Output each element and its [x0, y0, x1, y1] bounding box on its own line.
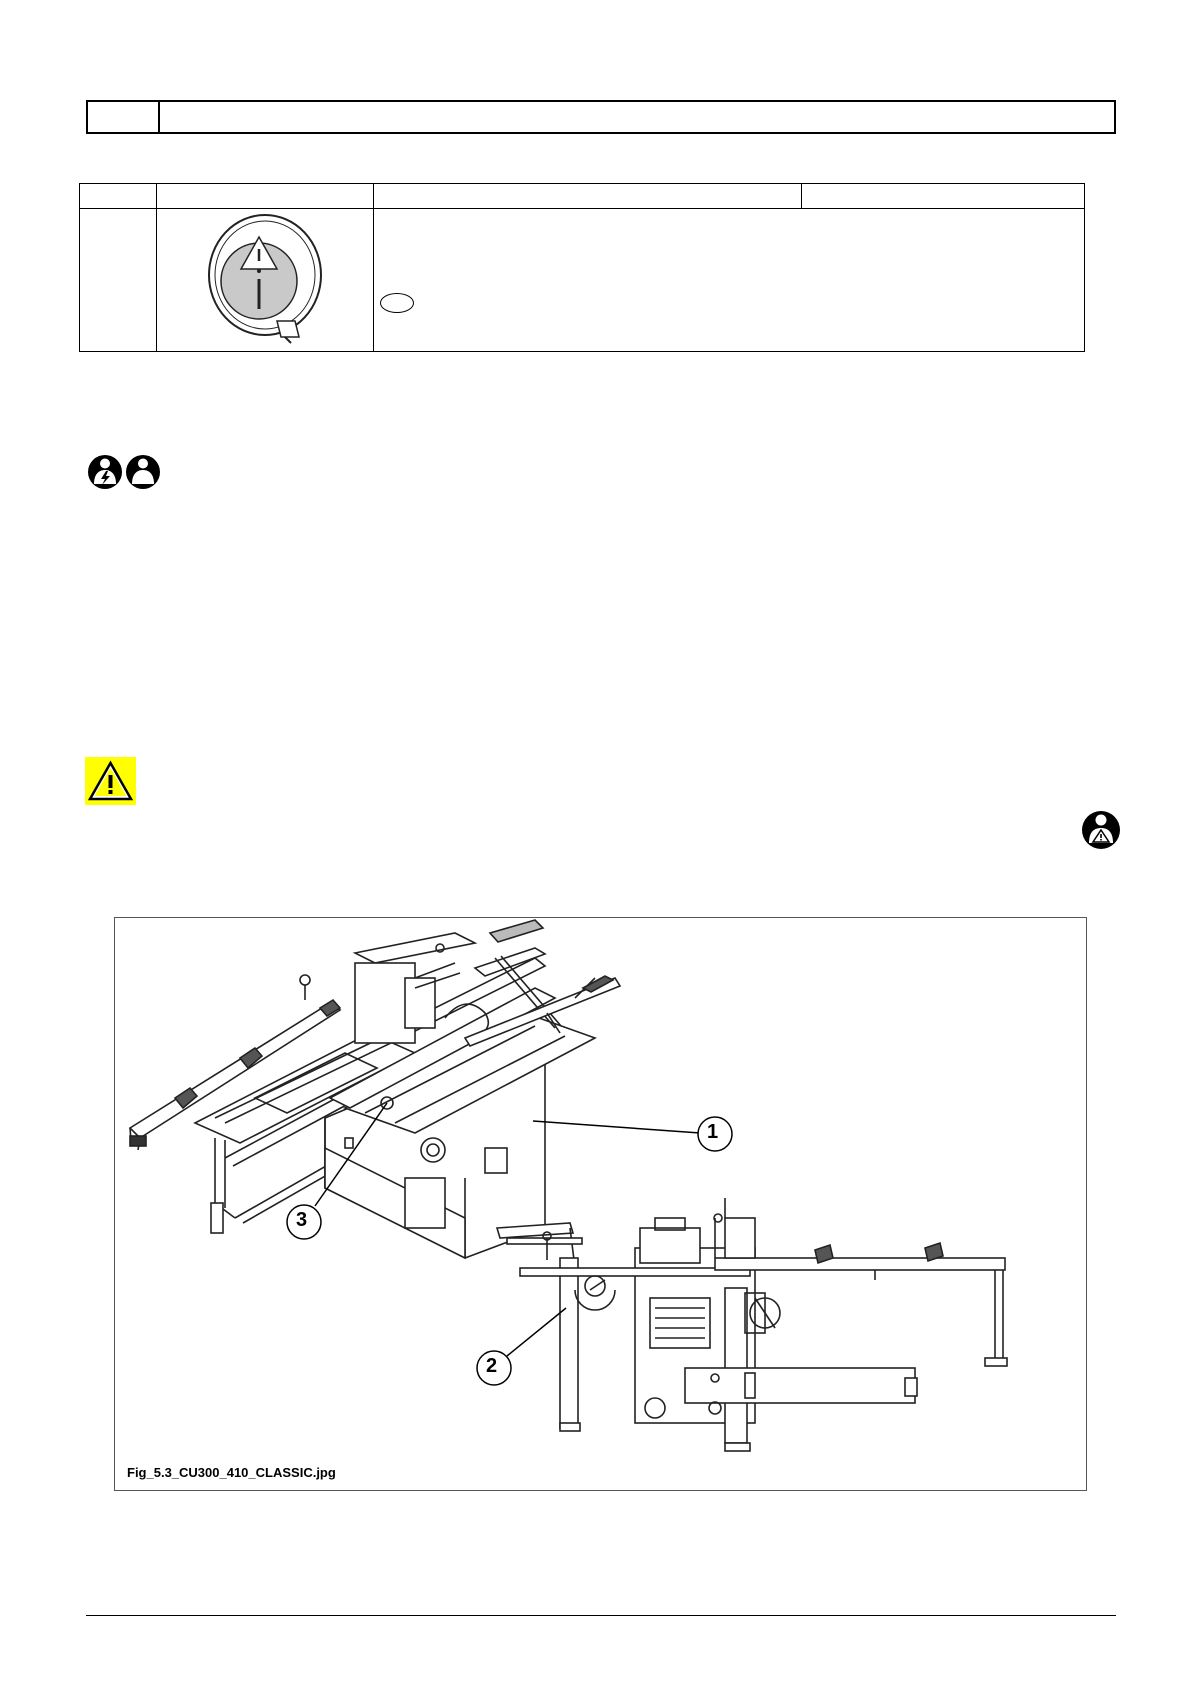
row-image-cell	[156, 209, 373, 352]
table-header-cell	[373, 184, 801, 209]
table-header-cell	[801, 184, 1084, 209]
qualified-personnel-icons	[87, 454, 161, 490]
section-header	[86, 100, 1116, 134]
row-description	[373, 209, 1084, 352]
reference-circle	[380, 293, 414, 313]
warning-triangle-icon	[85, 757, 136, 805]
callout-3: 3	[296, 1209, 308, 1231]
emergency-stop-mushroom-button-icon	[157, 209, 373, 351]
callout-1: 1	[707, 1121, 719, 1143]
table-header-cell	[80, 184, 157, 209]
section-number	[88, 102, 160, 132]
row-number	[80, 209, 157, 352]
table-header-cell	[156, 184, 373, 209]
table-header-row	[80, 184, 1085, 209]
figure-caption: Fig_5.3_CU300_410_CLASSIC.jpg	[127, 1465, 336, 1480]
operator-warning-person-icon	[1081, 810, 1121, 850]
combination-machine-drawing	[115, 918, 1086, 1490]
controls-table	[79, 183, 1085, 352]
operator-person-icon	[125, 454, 161, 490]
electrician-person-icon	[87, 454, 123, 490]
machine-figure	[114, 917, 1087, 1491]
footer-rule	[86, 1615, 1116, 1616]
callout-2: 2	[486, 1355, 498, 1377]
table-row	[80, 209, 1085, 352]
section-title	[162, 102, 1114, 132]
